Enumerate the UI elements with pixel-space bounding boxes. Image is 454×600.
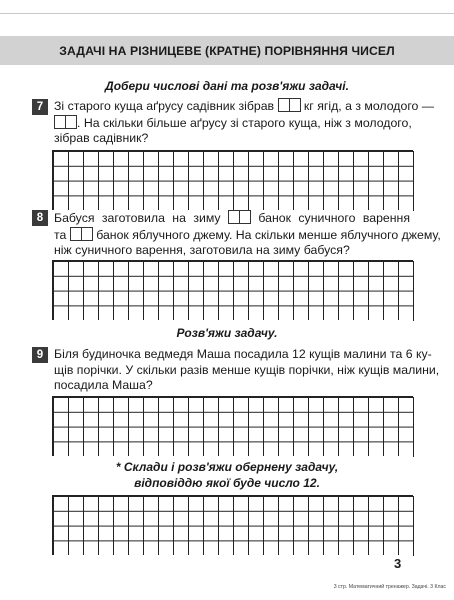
instruction-inverse-line-1: * Склади і розв'яжи обернену задачу,: [115, 460, 339, 474]
answer-grid-9[interactable]: [52, 396, 413, 456]
problem-7-line-3: зібрав садівник?: [54, 131, 149, 145]
answer-grid-inverse[interactable]: [52, 495, 413, 555]
problem-8-line-1: Бабуся заготовила на зиму банок суничного варення: [54, 211, 410, 225]
problem-7-line-2: . На скільки більше аґрусу зі старого куща, ніж з молодого,: [54, 115, 410, 132]
problem-9-line-1: Біля будиночка ведмедя Маша посадила 12 кущів малини та 6 ку-: [54, 347, 432, 361]
footer-text: 3 стр. Математичний тренажер. Задачі. 3 Клас: [333, 584, 446, 590]
problem-8-line-2: та банок яблучного джему. На скільки менше яблучного джему,: [54, 227, 441, 242]
problem-7-text: [54, 98, 435, 147]
problem-9-line-2: щів порічки. У скільки разів менше кущів порічки, ніж кущів малини,: [54, 362, 440, 377]
problem-8-line-3: ніж суничного варення, заготовила на зиму бабуся?: [54, 243, 350, 257]
problem-number-9: 9: [32, 347, 48, 363]
answer-box-jam[interactable]: [228, 210, 251, 227]
answer-grid-8[interactable]: [52, 260, 413, 320]
answer-box-kg-young[interactable]: [54, 115, 77, 132]
top-rule: [0, 13, 454, 14]
problem-number-8: 8: [32, 210, 48, 226]
instruction-inverse-line-2: відповіддю якої буде число 12.: [134, 476, 320, 490]
answer-box-kg-old[interactable]: [278, 98, 301, 115]
section-header: [0, 36, 454, 65]
section-title: ЗАДАЧІ НА РІЗНИЦЕВЕ (КРАТНЕ) ПОРІВНЯННЯ ЧИСЕЛ: [59, 43, 395, 58]
answer-box-apple-jam[interactable]: [70, 227, 93, 244]
page-number: 3: [394, 556, 402, 571]
problem-number-7: 7: [32, 99, 48, 115]
instruction-choose-data: Добери числові дані та розв'яжи задачі.: [105, 79, 349, 93]
answer-grid-7[interactable]: [52, 150, 413, 210]
problem-9-text: [54, 347, 440, 394]
problem-8-text: [54, 210, 441, 259]
problem-7-line-1: Зі старого куща аґрусу садівник зібрав кг ягід, а з молодого —: [54, 99, 435, 113]
instruction-solve: Розв'яжи задачу.: [176, 326, 278, 340]
problem-9-line-3: посадила Маша?: [54, 378, 153, 392]
